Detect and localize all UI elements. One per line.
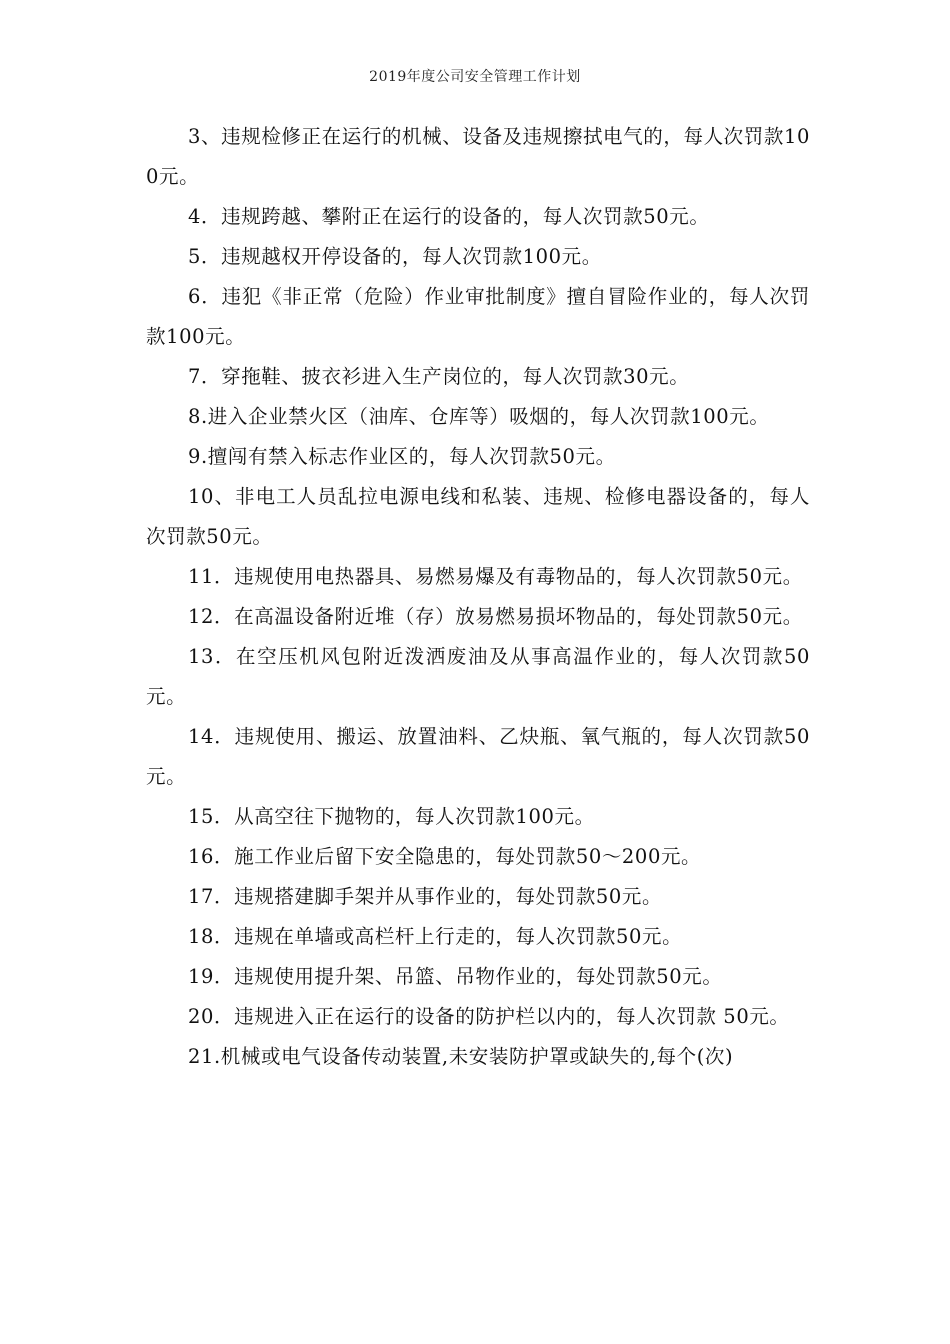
rule-item-5: 5．违规越权开停设备的，每人次罚款100元。 [188,245,602,268]
rule-item-3: 3、违规检修正在运行的机械、设备及违规擦拭电气的，每人次罚款100元。 [146,125,810,188]
rule-item-11: 11．违规使用电热器具、易燃易爆及有毒物品的，每人次罚款50元。 [188,565,803,588]
rule-item-4: 4．违规跨越、攀附正在运行的设备的，每人次罚款50元。 [188,205,710,228]
document-body [146,117,810,1077]
rule-item-8: 8.进入企业禁火区（油库、仓库等）吸烟的，每人次罚款100元。 [188,405,770,428]
rule-item-17: 17．违规搭建脚手架并从事作业的，每处罚款50元。 [188,885,663,908]
rule-item-12: 12．在高温设备附近堆（存）放易燃易损坏物品的，每处罚款50元。 [188,605,803,628]
rule-item-14: 14．违规使用、搬运、放置油料、乙炔瓶、氧气瓶的，每人次罚款50元。 [146,725,810,788]
rule-item-15: 15．从高空往下抛物的，每人次罚款100元。 [188,805,595,828]
rule-item-10: 10、非电工人员乱拉电源电线和私装、违规、检修电器设备的，每人次罚款50元。 [146,485,810,548]
rule-item-18: 18．违规在单墙或高栏杆上行走的，每人次罚款50元。 [188,925,683,948]
rule-item-6: 6．违犯《非正常（危险）作业审批制度》擅自冒险作业的，每人次罚款100元。 [146,285,810,348]
rule-item-16: 16．施工作业后留下安全隐患的，每处罚款50～200元。 [188,845,702,868]
rule-item-13: 13．在空压机风包附近泼洒废油及从事高温作业的，每人次罚款50元。 [146,645,810,708]
rule-item-21: 21.机械或电气设备传动装置,未安装防护罩或缺失的,每个(次) [188,1045,734,1068]
running-header: 2019年度公司安全管理工作计划 [369,69,581,85]
rule-item-20: 20．违规进入正在运行的设备的防护栏以内的，每人次罚款 50元。 [188,1005,790,1028]
rule-item-7: 7．穿拖鞋、披衣衫进入生产岗位的，每人次罚款30元。 [188,365,690,388]
rule-item-19: 19．违规使用提升架、吊篮、吊物作业的，每处罚款50元。 [188,965,723,988]
rule-item-9: 9.擅闯有禁入标志作业区的，每人次罚款50元。 [188,445,616,468]
